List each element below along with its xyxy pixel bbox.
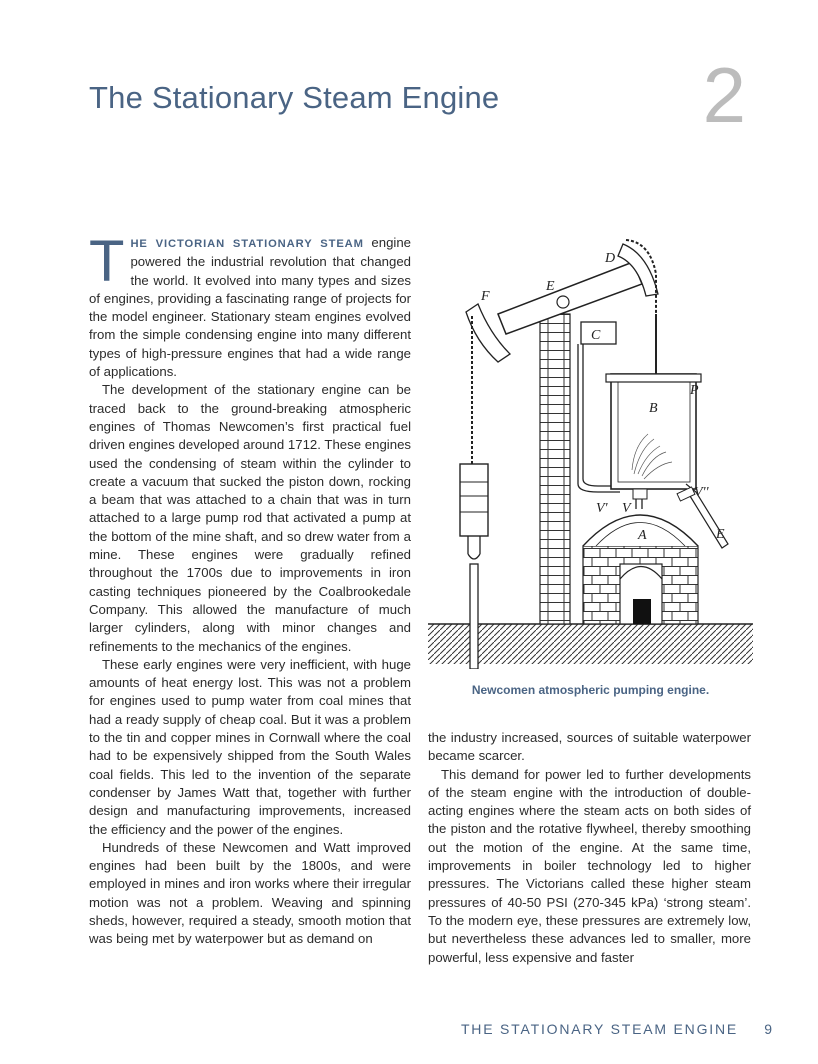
chapter-title: The Stationary Steam Engine (89, 80, 500, 115)
paragraph-3: These early engines were very inefficient, with huge amounts of heat energy lost. This was not a problem for engines used to pump water from coal mines that had a ready supply of cheap coal. But it was a problem to the tin and copper mines in Cornwall where the coal had to be expensively shipped from the South Wales coal fields. This led to the invention of the separate condenser by James Watt that, together with further design and manufacturing improvements, increased the efficiency and the power of the engines. (89, 656, 411, 837)
label-V-double-prime: V'' (694, 485, 709, 500)
drop-cap: T (89, 229, 125, 294)
paragraph-4: Hundreds of these Newcomen and Watt improved engines had been built by the 1800s, and were employed in mines and iron works where their irregular motion was not a problem. Weaving and spinning sheds, however, required a steady, smooth motion that was being met by waterpower but as demand on (89, 839, 411, 947)
label-P: P (690, 383, 699, 398)
brick-pillar (540, 314, 570, 624)
figure-caption: Newcomen atmospheric pumping engine. (471, 683, 710, 697)
label-V-prime: V' (596, 501, 608, 516)
paragraph-1 (89, 229, 412, 381)
pump-rod (470, 564, 478, 669)
label-E: E (546, 279, 555, 294)
cylinder (611, 374, 696, 489)
paragraph-4-continued: the industry increased, sources of suitable waterpower became scarcer. (428, 730, 751, 764)
article-column-right (428, 729, 751, 967)
page-number: 9 (764, 1021, 772, 1037)
paragraph-1-text: engine powered the industrial revolution that changed the world. It evolved into many types and sizes of engines, providing a fascinating range of projects for the model engineer. Stationary steam engines evolved from the simple condensing engine into many different types of high-pressure engines that had a wide range of applications. (89, 235, 412, 380)
label-F: F (481, 289, 490, 304)
newcomen-engine-illustration (428, 234, 753, 669)
chapter-number: 2 (702, 51, 746, 139)
label-E-exhaust: E (716, 527, 725, 542)
label-D: D (605, 251, 616, 266)
firebox (633, 599, 651, 624)
label-A: A (638, 528, 647, 543)
label-C: C (591, 328, 601, 343)
article-column-left (89, 229, 412, 949)
lead-in: HE VICTORIAN STATIONARY STEAM (130, 238, 364, 250)
counterweight (460, 464, 488, 536)
running-footer-title: THE STATIONARY STEAM ENGINE (460, 1021, 738, 1037)
paragraph-5: This demand for power led to further developments of the steam engine with the introduction of double-acting engines where the steam acts on both sides of the piston and the rotative flywheel, thereby smoothing out the motion of the engine. At the same time, improvements in boiler technology led to higher pressures. The Victorians called these higher steam pressures of 40-50 PSI (270-345 kPa) ‘strong steam’. To the modern eye, these pressures are extremely low, but nevertheless these advances led to smaller, more powerful, less expensive and faster (428, 766, 751, 965)
paragraph-2: The development of the stationary engine can be traced back to the ground-breaking atmospheric engines of Thomas Newcomen’s first practical fuel driven engines developed around 1712. These engines used the condensing of steam within the cylinder to create a vacuum that sucked the piston down, rocking a beam that was attached to a chain that was in turn attached to a large pump rod that activated a pump at the bottom of the mine shaft, and so drew water from a mine. These engines were gradually refined throughout the 1700s due to improvements in iron casting techniques pioneered by the Coalbrookedale Company. This allowed the manufacture of much larger cylinders, along with minor changes and refinements to the mechanics of the engines. (89, 382, 411, 654)
label-B: B (649, 401, 658, 416)
label-V: V (622, 501, 631, 516)
